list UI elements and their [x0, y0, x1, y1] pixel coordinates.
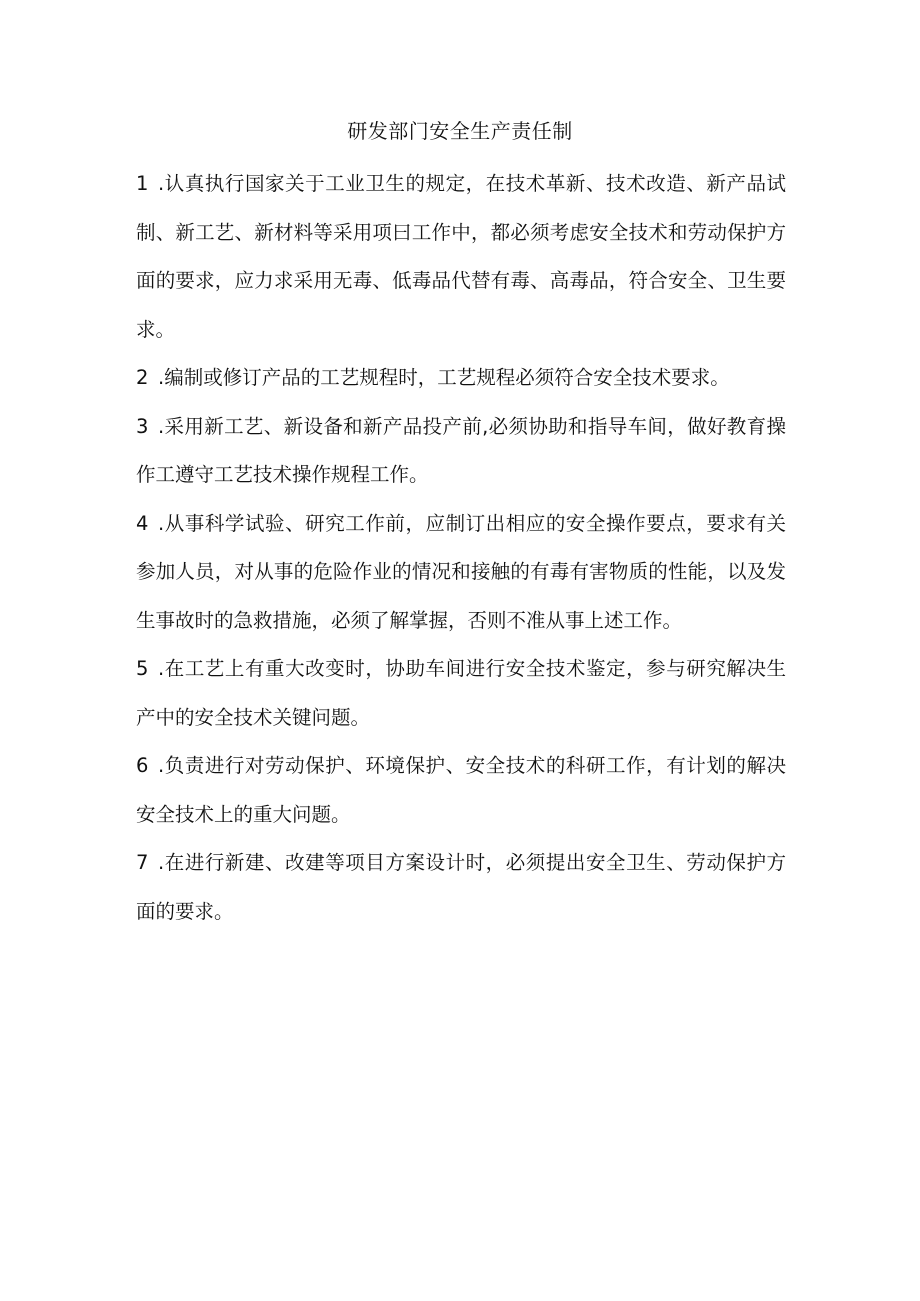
list-item — [136, 500, 786, 646]
item-text: .在工艺上有重大改变时，协助车间进行安全技术鉴定，参与研究解决生产中的安全技术关键问题。 — [136, 657, 786, 729]
document-title: 研发部门安全生产责任制 — [347, 119, 573, 143]
item-text: .从事科学试验、研究工作前，应制订出相应的安全操作要点，要求有关参加人员，对从事的危险作业的情况和接触的有毒有害物质的性能，以及发生事故时的急救措施，必须了解掌握，否则不准从事上述工作。 — [136, 511, 786, 632]
list-item — [136, 645, 786, 742]
item-number: 2 — [136, 366, 149, 389]
item-number: 6 — [136, 754, 149, 777]
list-item — [136, 160, 786, 354]
list-item — [136, 742, 786, 839]
item-text: .负责进行对劳动保护、环境保护、安全技术的科研工作，有计划的解决安全技术上的重大问题。 — [136, 754, 786, 826]
item-number: 3 — [136, 414, 149, 438]
list-item — [136, 403, 786, 500]
item-text: .采用新工艺、新设备和新产品投产前,必须协助和指导车间，做好教育操作工遵守工艺技术操作规程工作。 — [136, 414, 786, 486]
item-text: .认真执行国家关于工业卫生的规定，在技术革新、技术改造、新产品试制、新工艺、新材料等采用项曰工作中，都必须考虑安全技术和劳动保护方面的要求，应力求采用无毒、低毒品代替有毒、高毒品，符合安全、卫生要求。 — [136, 172, 786, 341]
item-number: 1 — [136, 172, 149, 195]
item-number: 7 — [136, 851, 149, 874]
item-number: 4 — [136, 511, 149, 535]
item-number: 5 — [136, 657, 149, 680]
document-body — [136, 160, 786, 936]
item-text: .在进行新建、改建等项目方案设计时，必须提出安全卫生、劳动保护方面的要求。 — [136, 851, 786, 923]
list-item — [136, 839, 786, 936]
list-item — [136, 354, 786, 403]
item-text: .编制或修订产品的工艺规程时，工艺规程必须符合安全技术要求。 — [158, 366, 730, 389]
